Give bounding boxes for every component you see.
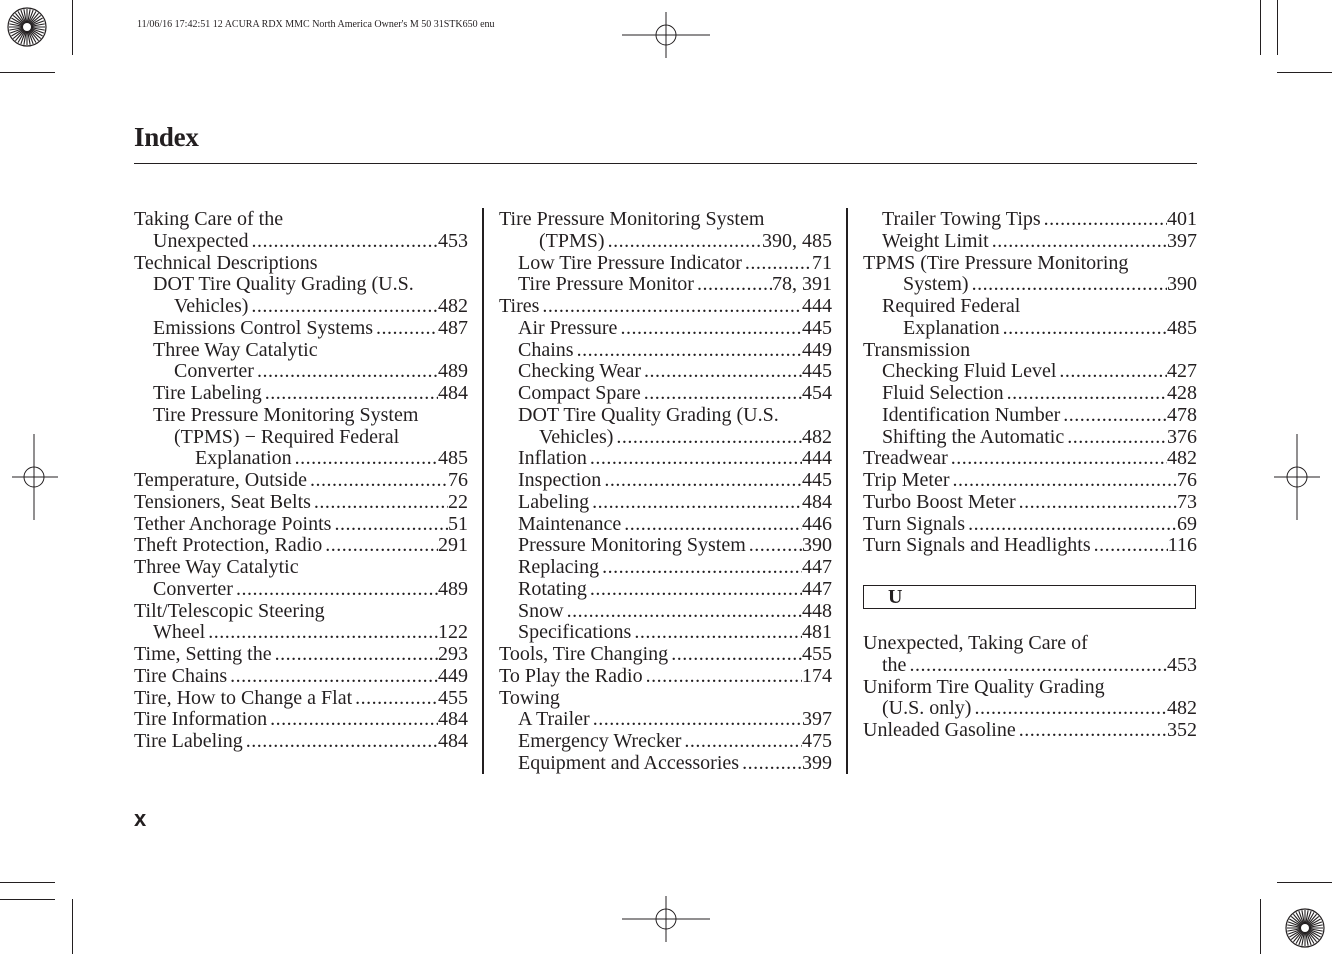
index-entry-page: 291 (438, 534, 468, 557)
index-entry-page: 482 (438, 295, 468, 317)
index-entry-label: Tilt/Telescopic Steering (134, 599, 325, 622)
leader-dots (307, 470, 448, 492)
index-entry-label: Shifting the Automatic (882, 425, 1065, 448)
index-entry (499, 383, 832, 405)
leader-dots (1060, 405, 1167, 427)
index-entry-page: 73 (1177, 490, 1197, 513)
leader-dots (373, 318, 438, 340)
index-entry (134, 296, 468, 318)
leader-dots (1016, 720, 1167, 742)
crop-mark (72, 899, 73, 954)
leader-dots (621, 514, 802, 536)
index-entry-label: Checking Wear (518, 360, 641, 383)
leader-dots (631, 622, 802, 644)
index-entry (499, 644, 832, 666)
index-entry-page: 485 (1167, 316, 1197, 339)
index-entry (134, 405, 468, 427)
leader-dots (746, 535, 802, 557)
index-entry-page: 401 (1167, 208, 1197, 230)
index-entry-page: 444 (802, 295, 832, 317)
leader-dots (641, 361, 802, 383)
crop-mark (0, 882, 55, 883)
index-entry-label: Turbo Boost Meter (863, 490, 1016, 513)
index-entry-page: 484 (438, 382, 468, 404)
index-entry (863, 448, 1197, 470)
index-entry (134, 361, 468, 383)
index-entry (863, 470, 1197, 492)
index-entry-label: Rotating (518, 577, 587, 600)
index-entry (134, 253, 468, 275)
leader-dots (331, 514, 448, 536)
crop-mark (1260, 0, 1261, 55)
index-entry (863, 383, 1197, 405)
leader-dots (272, 644, 438, 666)
index-entry (134, 557, 468, 579)
index-entry (499, 340, 832, 362)
index-entry (499, 427, 832, 449)
index-entry (134, 340, 468, 362)
leader-dots (949, 470, 1177, 492)
index-entry-page: 449 (802, 338, 832, 361)
index-entry-label: (TPMS) (539, 229, 605, 252)
index-entry-page: 489 (438, 360, 468, 383)
index-entry-label: Tire Labeling (153, 382, 262, 404)
index-entry-label: Pressure Monitoring System (518, 534, 746, 557)
index-entry-label: DOT Tire Quality Grading (U.S. (153, 273, 414, 296)
index-entry (134, 383, 468, 405)
index-entry (499, 231, 832, 253)
column-divider (846, 208, 848, 774)
index-entry-label: Unexpected (153, 229, 249, 252)
index-entry-page: 397 (802, 708, 832, 731)
index-entry-page: 489 (438, 577, 468, 600)
index-entry (863, 677, 1197, 699)
index-entry-label: Transmission (863, 338, 971, 361)
index-entry-page: 76 (448, 469, 468, 491)
index-column-1 (134, 209, 468, 753)
leader-dots (243, 731, 438, 753)
index-entry-page: 445 (802, 469, 832, 491)
index-entry-page: 399 (802, 751, 832, 774)
leader-dots (605, 231, 762, 253)
index-entry-label: Technical Descriptions (134, 251, 318, 274)
index-entry-page: 174 (802, 664, 832, 687)
leader-dots (613, 427, 802, 449)
index-entry-label: Tire Chains (134, 664, 228, 687)
index-entry (499, 253, 832, 275)
index-entry (863, 296, 1197, 318)
leader-dots (254, 361, 438, 383)
index-entry (863, 698, 1197, 720)
index-entry (499, 318, 832, 340)
index-entry-page: 484 (802, 490, 832, 513)
index-entry-label: Turn Signals (863, 512, 966, 535)
index-entry (134, 209, 468, 231)
leader-dots (948, 448, 1167, 470)
print-header-meta: 11/06/16 17:42:51 12 ACURA RDX MMC North America Owner's M 50 31STK650 enu (137, 19, 495, 30)
crop-mark (72, 0, 73, 55)
index-entry-page: 390, 485 (762, 229, 832, 252)
index-entry (134, 601, 468, 623)
index-entry (499, 601, 832, 623)
index-entry (134, 274, 468, 296)
index-entry-label: Trip Meter (863, 469, 950, 491)
index-entry-page: 390 (802, 534, 832, 557)
leader-dots (694, 274, 772, 296)
crop-mark (1277, 72, 1332, 73)
index-entry (863, 535, 1197, 557)
index-entry-label: Vehicles) (174, 295, 249, 317)
index-entry-label: Labeling (518, 490, 590, 513)
index-entry (863, 720, 1197, 742)
index-entry-page: 484 (438, 708, 468, 731)
index-entry-page: 427 (1167, 360, 1197, 383)
leader-dots (205, 622, 438, 644)
index-entry-label: Converter (153, 577, 233, 600)
index-entry (863, 514, 1197, 536)
leader-dots (227, 666, 438, 688)
index-entry (499, 274, 832, 296)
index-entry-page: 71 (812, 251, 832, 274)
index-entry-label: Taking Care of the (134, 208, 284, 230)
index-entry-page: 51 (448, 512, 468, 535)
index-entry-label: Treadwear (863, 447, 948, 470)
crop-mark (1277, 0, 1278, 55)
index-entry-page: 22 (448, 490, 468, 513)
column-divider (482, 208, 484, 774)
index-entry-label: Three Way Catalytic (153, 338, 318, 361)
index-entry-page: 484 (438, 730, 468, 752)
index-entry (499, 448, 832, 470)
crosshair-mark-top (622, 12, 710, 58)
index-entry (863, 361, 1197, 383)
leader-dots (564, 601, 802, 623)
index-column-2 (499, 209, 832, 775)
index-entry-label: Explanation (903, 316, 1000, 339)
leader-dots (311, 492, 448, 514)
leader-dots (574, 340, 802, 362)
page-number: x (134, 806, 147, 831)
leader-dots (1064, 427, 1167, 449)
index-entry-page: 487 (438, 316, 468, 339)
index-entry-page: 482 (802, 425, 832, 448)
index-entry-page: 454 (802, 382, 832, 404)
leader-dots (589, 492, 802, 514)
registration-mark-top-left (0, 0, 80, 80)
leader-dots (248, 296, 438, 318)
leader-dots (1091, 535, 1168, 557)
index-entry-label: Explanation (195, 447, 292, 470)
index-entry-label: Emergency Wrecker (518, 730, 682, 752)
index-entry-label: Snow (518, 599, 564, 622)
index-entry (134, 427, 468, 449)
leader-dots (906, 655, 1167, 677)
index-entry-label: Turn Signals and Headlights (863, 534, 1091, 557)
index-entry (863, 231, 1197, 253)
index-entry-label: Converter (174, 360, 254, 383)
index-entry (863, 655, 1197, 677)
index-entry-page: 293 (438, 643, 468, 665)
index-entry (499, 209, 832, 231)
index-entry-label: Uniform Tire Quality Grading (863, 675, 1105, 698)
index-entry-label: A Trailer (518, 708, 590, 731)
index-column-3 (863, 209, 1197, 557)
index-column-3-u (863, 633, 1197, 742)
index-entry-page: 376 (1167, 425, 1197, 448)
index-entry (499, 622, 832, 644)
leader-dots (1041, 209, 1167, 231)
leader-dots (681, 731, 802, 753)
index-entry-label: Temperature, Outside (134, 469, 307, 491)
index-entry-label: Unexpected, Taking Care of (863, 632, 1088, 654)
crop-mark (1277, 882, 1332, 883)
crop-mark (1260, 899, 1261, 954)
leader-dots (739, 753, 802, 775)
leader-dots (590, 709, 802, 731)
index-entry-label: Tools, Tire Changing (499, 643, 669, 665)
index-entry (863, 253, 1197, 275)
index-entry-page: 447 (802, 577, 832, 600)
index-entry-label: Time, Setting the (134, 643, 272, 665)
leader-dots (233, 579, 438, 601)
leader-dots (742, 253, 812, 275)
leader-dots (971, 698, 1167, 720)
index-entry (499, 296, 832, 318)
index-entry-page: 445 (802, 360, 832, 383)
index-entry (863, 427, 1197, 449)
index-entry-label: Unleaded Gasoline (863, 719, 1016, 741)
index-entry-page: 482 (1167, 697, 1197, 720)
leader-dots (1056, 361, 1167, 383)
index-entry-label: Inspection (518, 469, 602, 491)
index-entry-label: Theft Protection, Radio (134, 534, 323, 557)
index-entry-label: Tires (499, 295, 540, 317)
index-entry-label: Trailer Towing Tips (882, 208, 1041, 230)
index-entry-label: Emissions Control Systems (153, 316, 374, 339)
crosshair-mark-bottom (622, 896, 710, 942)
index-entry-label: Inflation (518, 447, 587, 470)
index-entry-label: To Play the Radio (499, 664, 643, 687)
index-entry-page: 78, 391 (772, 273, 832, 296)
leader-dots (601, 470, 802, 492)
index-entry-page: 445 (802, 316, 832, 339)
leader-dots (969, 274, 1167, 296)
index-entry-page: 482 (1167, 447, 1197, 470)
leader-dots (322, 535, 438, 557)
index-entry (134, 709, 468, 731)
index-entry-page: 453 (438, 229, 468, 252)
index-entry (863, 633, 1197, 655)
index-entry (863, 318, 1197, 340)
index-entry-page: 397 (1167, 229, 1197, 252)
leader-dots (617, 318, 802, 340)
index-entry (499, 514, 832, 536)
leader-dots (599, 557, 802, 579)
index-entry (499, 492, 832, 514)
index-entry-label: Tire Pressure Monitoring System (499, 208, 765, 230)
index-entry (134, 666, 468, 688)
index-entry-page: 428 (1167, 382, 1197, 404)
index-entry-label: Tire Information (134, 708, 268, 731)
index-entry (863, 209, 1197, 231)
index-entry (134, 231, 468, 253)
index-entry-label: System) (903, 273, 969, 296)
index-entry (134, 514, 468, 536)
index-entry-page: 455 (438, 686, 468, 709)
index-entry-label: Equipment and Accessories (518, 751, 740, 774)
leader-dots (292, 448, 438, 470)
index-entry-label: Tire, How to Change a Flat (134, 686, 353, 709)
page-title: Index (134, 122, 199, 152)
index-entry-label: TPMS (Tire Pressure Monitoring (863, 251, 1129, 274)
index-entry-label: Tether Anchorage Points (134, 512, 332, 535)
index-entry (863, 274, 1197, 296)
index-entry-label: Towing (499, 686, 560, 709)
leader-dots (1016, 492, 1177, 514)
index-entry (499, 361, 832, 383)
leader-dots (643, 666, 802, 688)
index-entry-label: (TPMS) − Required Federal (174, 425, 400, 448)
index-entry-label: Three Way Catalytic (134, 556, 299, 578)
index-entry-label: Checking Fluid Level (882, 360, 1057, 383)
section-letter: U (888, 586, 903, 608)
index-entry (499, 753, 832, 775)
index-entry-label: Wheel (153, 621, 206, 644)
index-entry-page: 116 (1167, 534, 1197, 557)
index-entry-label: Tire Pressure Monitor (518, 273, 694, 296)
index-entry-label: Tensioners, Seat Belts (134, 490, 311, 513)
title-rule (134, 163, 1197, 164)
index-entry (863, 492, 1197, 514)
index-entry (499, 557, 832, 579)
index-entry-label: Specifications (518, 621, 632, 644)
index-entry-label: Weight Limit (882, 229, 989, 252)
index-entry-page: 448 (802, 599, 832, 622)
index-entry (863, 405, 1197, 427)
index-entry-page: 122 (438, 621, 468, 644)
index-entry (134, 492, 468, 514)
index-entry-page: 475 (802, 730, 832, 752)
index-entry (499, 709, 832, 731)
index-entry-page: 69 (1177, 512, 1197, 535)
index-entry-page: 455 (802, 643, 832, 665)
index-entry-page: 449 (438, 664, 468, 687)
leader-dots (587, 448, 802, 470)
leader-dots (587, 579, 802, 601)
index-entry (134, 622, 468, 644)
index-entry-page: 478 (1167, 403, 1197, 426)
index-entry-page: 352 (1167, 719, 1197, 741)
leader-dots (1004, 383, 1167, 405)
crop-mark (0, 72, 55, 73)
leader-dots (352, 688, 438, 710)
index-entry (499, 579, 832, 601)
leader-dots (1000, 318, 1167, 340)
leader-dots (249, 231, 438, 253)
leader-dots (989, 231, 1167, 253)
registration-mark-bottom-right (1278, 901, 1332, 954)
index-entry (134, 448, 468, 470)
leader-dots (267, 709, 438, 731)
index-entry-page: 446 (802, 512, 832, 535)
index-entry-label: Low Tire Pressure Indicator (518, 251, 742, 274)
index-entry (134, 535, 468, 557)
index-entry (499, 666, 832, 688)
index-entry-page: 76 (1177, 469, 1197, 491)
leader-dots (965, 514, 1177, 536)
index-entry (863, 340, 1197, 362)
section-header-box (863, 585, 1196, 609)
leader-dots (539, 296, 802, 318)
index-entry-label: DOT Tire Quality Grading (U.S. (518, 403, 779, 426)
crosshair-mark-right (1274, 434, 1320, 520)
index-entry (134, 579, 468, 601)
index-entry-page: 390 (1167, 273, 1197, 296)
index-entry (499, 688, 832, 710)
index-entry (499, 535, 832, 557)
index-entry-label: Required Federal (882, 295, 1021, 317)
index-entry-label: Identification Number (882, 403, 1061, 426)
index-entry (134, 644, 468, 666)
index-entry-label: the (882, 653, 907, 676)
index-entry (499, 470, 832, 492)
index-entry-label: Tire Pressure Monitoring System (153, 403, 419, 426)
index-entry-label: Chains (518, 338, 574, 361)
crosshair-mark-left (12, 434, 58, 520)
index-entry-page: 481 (802, 621, 832, 644)
index-entry-label: Fluid Selection (882, 382, 1004, 404)
index-entry (134, 731, 468, 753)
index-entry-page: 485 (438, 447, 468, 470)
leader-dots (668, 644, 802, 666)
leader-dots (262, 383, 438, 405)
index-entry (134, 688, 468, 710)
index-entry-label: Vehicles) (539, 425, 614, 448)
index-entry-label: Tire Labeling (134, 730, 243, 752)
index-entry-page: 444 (802, 447, 832, 470)
index-entry (499, 731, 832, 753)
index-entry-page: 453 (1167, 653, 1197, 676)
index-entry (134, 470, 468, 492)
index-entry (134, 318, 468, 340)
crop-mark (0, 899, 55, 900)
index-entry-label: Maintenance (518, 512, 622, 535)
index-entry-label: Compact Spare (518, 382, 641, 404)
index-entry-label: Air Pressure (518, 316, 618, 339)
index-entry-page: 447 (802, 556, 832, 578)
index-entry (499, 405, 832, 427)
index-entry-label: (U.S. only) (882, 697, 972, 720)
leader-dots (641, 383, 802, 405)
index-entry-label: Replacing (518, 556, 600, 578)
